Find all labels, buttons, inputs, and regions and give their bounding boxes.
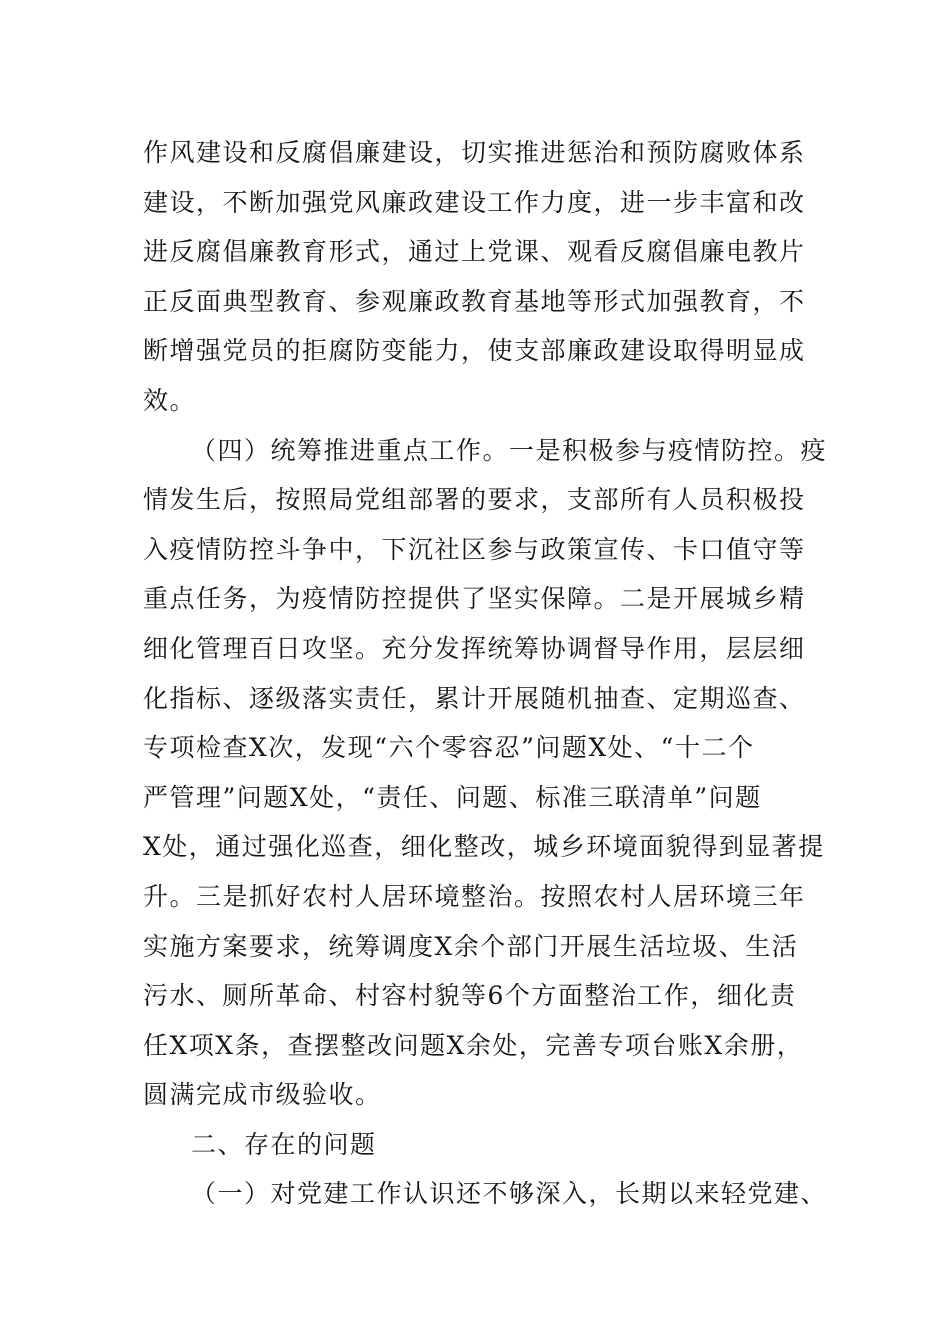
section-heading: 二、存在的问题: [191, 1129, 377, 1159]
text-line-20: 圆满完成市级验收。: [143, 1080, 382, 1110]
text-line-13: 专项检查X次，发现“六个零容忍”问题X处、“十二个: [143, 733, 755, 763]
text-line-18: 污水、厕所革命、村容村貌等6个方面整治工作，细化责: [143, 981, 797, 1011]
text-line-14: 严管理”问题X处，“责任、问题、标准三联清单”问题: [143, 782, 762, 812]
text-line-5: 断增强党员的拒腐防变能力，使支部廉政建设取得明显成: [143, 336, 806, 366]
text-line-7: （四）统筹推进重点工作。一是积极参与疫情防控。疫: [191, 435, 828, 465]
text-line-15: X处，通过强化巡查，细化整改，城乡环境面貌得到显著提: [143, 832, 825, 862]
text-line-10: 重点任务，为疫情防控提供了坚实保障。二是开展城乡精: [143, 584, 806, 614]
text-line-8: 情发生后，按照局党组部署的要求，支部所有人员积极投: [143, 485, 806, 515]
text-line-6: 效。: [143, 385, 197, 415]
text-line-3: 进反腐倡廉教育形式，通过上党课、观看反腐倡廉电教片: [143, 237, 806, 267]
text-line-22: （一）对党建工作认识还不够深入，长期以来轻党建、: [191, 1179, 828, 1209]
document-body: [143, 128, 828, 1219]
text-line-1: 作风建设和反腐倡廉建设，切实推进惩治和预防腐败体系: [143, 138, 806, 167]
text-line-11: 细化管理百日攻坚。充分发挥统筹协调督导作用，层层细: [143, 633, 806, 663]
text-line-16: 升。三是抓好农村人居环境整治。按照农村人居环境三年: [143, 881, 806, 911]
text-line-17: 实施方案要求，统筹调度X余个部门开展生活垃圾、生活: [143, 931, 799, 961]
text-line-12: 化指标、逐级落实责任，累计开展随机抽查、定期巡查、: [143, 683, 806, 713]
text-line-4: 正反面典型教育、参观廉政教育基地等形式加强教育，不: [143, 286, 806, 316]
text-line-2: 建设，不断加强党风廉政建设工作力度，进一步丰富和改: [143, 187, 806, 217]
text-line-9: 入疫情防控斗争中，下沉社区参与政策宣传、卡口值守等: [143, 534, 806, 564]
text-line-19: 任X项X条，查摆整改问题X余处，完善专项台账X余册，: [143, 1030, 804, 1060]
